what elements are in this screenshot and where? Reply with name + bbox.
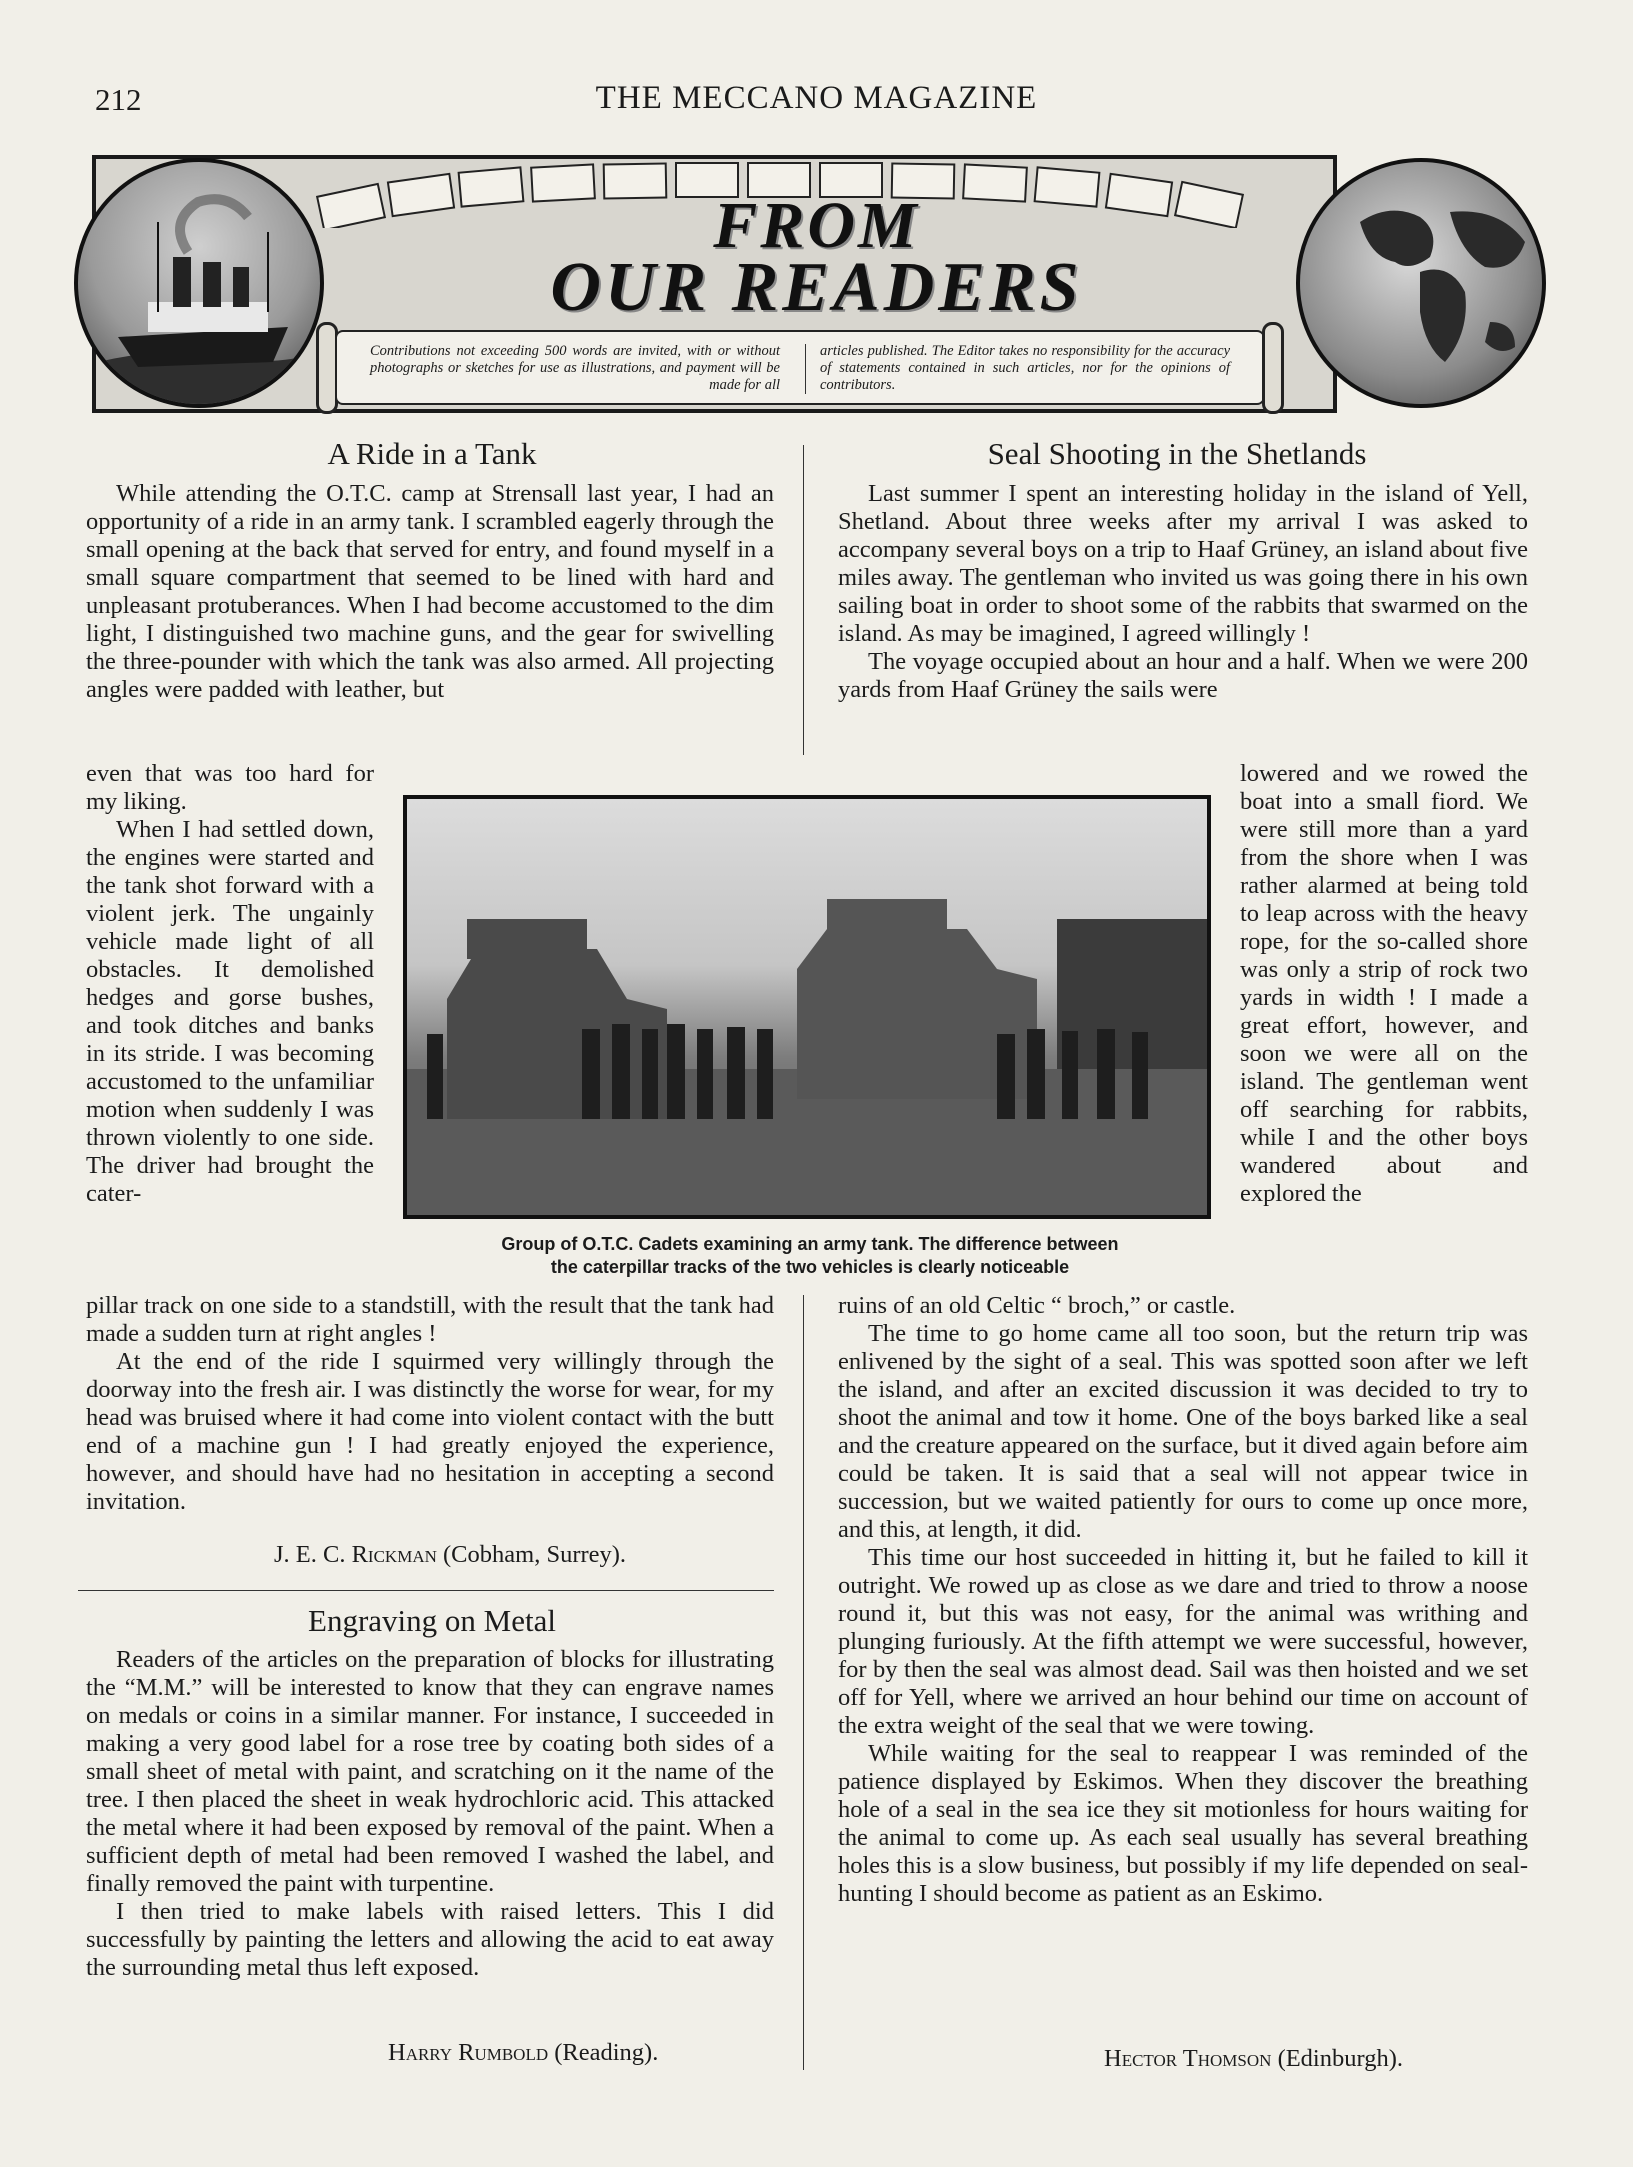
notice-divider	[805, 344, 806, 394]
seal-paragraph-2: The voyage occupied about an hour and a half. When we were 200 yards from Haaf Grüney the sails were	[838, 648, 1528, 703]
engraving-article-body	[86, 1646, 774, 1982]
seal-byline-name: Hector Thomson	[1104, 2045, 1272, 2072]
seal-paragraph-3: The time to go home came all too soon, but the return trip was enlivened by the sight of a seal. This was spotted soon after we left the island, and after an excited discussion it was decided to try to shoot the animal and tow it home. One of the boys barked like a seal and the creature appeared on the surface, but it dived again before aim could be taken. It is said that a seal will not appear twice in succession, but we waited patiently for ours to come up once more, and this, at length, it did.	[838, 1320, 1528, 1543]
engraving-article-title: Engraving on Metal	[308, 1603, 556, 1638]
scroll-end-right	[1262, 322, 1284, 414]
page-number: 212	[95, 82, 142, 117]
seal-byline	[1104, 2045, 1403, 2073]
tank-article-body-full	[86, 480, 774, 704]
contributions-notice-right: articles published. The Editor takes no responsibility for the accuracy of statements contained in such articles, nor for the opinions of contributors.	[820, 343, 1230, 393]
photo-caption	[395, 1233, 1225, 1279]
column-rule-upper	[803, 445, 804, 755]
tank-paragraph-1-continued: even that was too hard for my liking.	[86, 760, 374, 815]
seal-paragraph-5: While waiting for the seal to reappear I was reminded of the patience displayed by Eskimos. When they discover the breathing hole of a seal in the sea ice they sit motionless for hours waiting for the animal to come up. As each seal usually has several breathing holes this is a slow business, but possibly if my life depended on seal-hunting I should become as patient as an Eskimo.	[838, 1740, 1528, 1907]
banner-heading-our-readers: OUR READERS	[550, 249, 1083, 326]
seal-article-title: Seal Shooting in the Shetlands	[987, 436, 1367, 471]
seal-paragraph-1: Last summer I spent an interesting holiday in the island of Yell, Shetland. About three weeks after my arrival I was asked to accompany several boys on a trip to Haaf Grüney, an island about five miles away. The gentleman who invited us was going there in his own sailing boat in order to shoot some of the rabbits that swarmed on the island. As may be imagined, I agreed willingly !	[838, 480, 1528, 647]
tank-photograph	[403, 795, 1211, 1219]
article-separator	[78, 1590, 774, 1591]
engraving-byline-name: Harry Rumbold	[388, 2039, 549, 2066]
banner-heading-from: FROM	[713, 189, 920, 262]
tank-byline-name: Rickman	[351, 1541, 437, 1568]
tank-paragraph-1: While attending the O.T.C. camp at Strensall last year, I had an opportunity of a ride in an army tank. I scrambled eagerly through the small opening at the back that served for entry, and found myself in a small square compartment that seemed to be lined with hard and unpleasant protuberances. When I had become accustomed to the dim light, I distinguished two machine guns, and the gear for swivelling the three-pounder with which the tank was also armed. All projecting angles were padded with leather, but	[86, 480, 774, 703]
magazine-title: THE MECCANO MAGAZINE	[595, 80, 1038, 116]
engraving-paragraph-2: I then tried to make labels with raised letters. This I did successfully by painting the letters and allowing the acid to eat away the surrounding metal thus left exposed.	[86, 1898, 774, 1981]
seal-article-body-lower	[838, 1292, 1528, 1908]
tank-paragraph-3: At the end of the ride I squirmed very willingly through the doorway into the fresh air. I was distinctly the worse for wear, for my head was bruised where it had come into violent contact with the butt end of a machine gun ! I had greatly enjoyed the experience, however, and should have had no hesitation in accepting a second invitation.	[86, 1348, 774, 1515]
seal-paragraph-4: This time our host succeeded in hitting it, but he failed to kill it outright. We rowed up as close as we dare and tried to throw a noose round it, but this was not easy, for the animal was writhing and plunging furiously. At the fifth attempt we were successful, however, for by then the seal was almost dead. Sail was then hoisted and we set off for Yell, where we arrived an hour behind our time on account of the extra weight of the seal that we were towing.	[838, 1544, 1528, 1739]
photo-caption-line-2: the caterpillar tracks of the two vehicles is clearly noticeable	[550, 1257, 1070, 1277]
seal-article-body-upper	[838, 480, 1528, 704]
seal-article-body-narrow	[1240, 760, 1528, 1208]
tank-article-body-narrow	[86, 760, 374, 1208]
seal-paragraph-2-continued: lowered and we rowed the boat into a small fiord. We were still more than a yard from the shore when I was rather alarmed at being told to leap across with the heavy rope, for the so-called shore was only a strip of rock two yards in width ! I made a great effort, however, and soon we were all on the island. The gentleman went off searching for rabbits, while I and the other boys wandered about and explored the	[1240, 760, 1528, 1207]
contributions-notice-left: Contributions not exceeding 500 words are invited, with or without photographs or sketches for use as illustrations, and payment will be made for all	[370, 343, 780, 393]
tank-article-title: A Ride in a Tank	[327, 436, 537, 471]
engraving-byline-place: (Reading).	[554, 2039, 659, 2066]
tank-paragraph-2-continued: pillar track on one side to a standstill, with the result that the tank had made a sudden turn at right angles !	[86, 1292, 774, 1347]
tank-byline-place: (Cobham, Surrey).	[443, 1541, 627, 1568]
seal-byline-place: (Edinburgh).	[1277, 2045, 1403, 2072]
column-rule-lower	[803, 1295, 804, 2070]
seal-paragraph-2-tail: ruins of an old Celtic “ broch,” or castle.	[838, 1292, 1236, 1319]
tank-byline	[274, 1541, 626, 1569]
tank-paragraph-2: When I had settled down, the engines were started and the tank shot forward with a violent jerk. The ungainly vehicle made light of all obstacles. It demolished hedges and gorse bushes, and took ditches and banks in its stride. I was becoming accustomed to the unfamiliar motion when suddenly I was thrown violently to one side. The driver had brought the cater-	[86, 816, 374, 1207]
tank-article-body-lower	[86, 1292, 774, 1516]
tank-byline-initials: J. E. C.	[274, 1541, 346, 1568]
engraving-byline	[388, 2039, 658, 2067]
photo-caption-line-1: Group of O.T.C. Cadets examining an army tank. The difference between	[501, 1234, 1119, 1254]
engraving-paragraph-1: Readers of the articles on the preparation of blocks for illustrating the “M.M.” will be interested to know that they can engrave names on medals or coins in a similar manner. For instance, I succeeded in making a very good label for a rose tree by coating both sides of a small sheet of metal with paint, and scratching on it the name of the tree. I then placed the sheet in weak hydrochloric acid. This attacked the metal where it had been exposed by removal of the paint. When a sufficient depth of metal had been removed I washed the label, and finally removed the paint with turpentine.	[86, 1646, 774, 1897]
